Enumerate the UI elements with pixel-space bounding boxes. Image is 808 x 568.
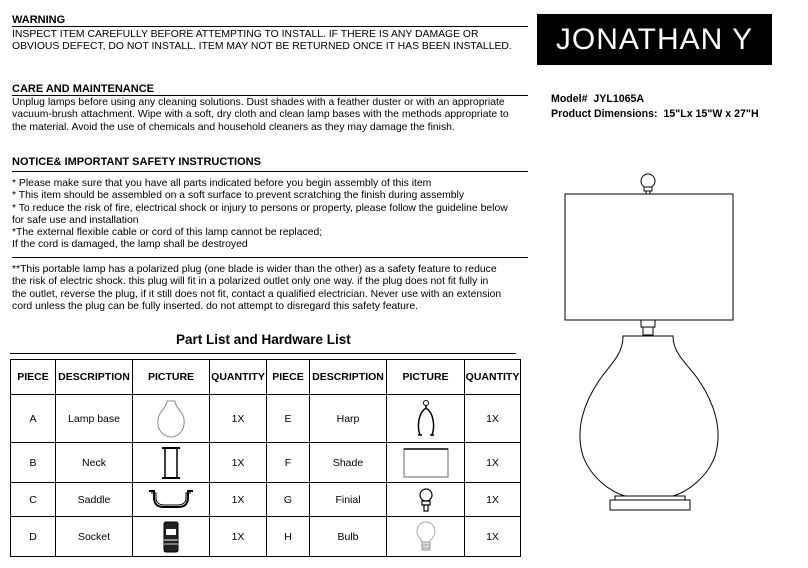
care-line: Unplug lamps before using any cleaning solutions. Dust shades with a feather duster or with an appropriate <box>12 97 505 108</box>
piece-cell: C <box>11 483 56 517</box>
dimensions-label: Product Dimensions: <box>551 108 658 120</box>
description-cell: Harp <box>310 395 387 443</box>
header-piece: PIECE <box>267 360 310 395</box>
warning-line: OBVIOUS DEFECT, DO NOT INSTALL. ITEM MAY NOT BE RETURNED ONCE IT HAS BEEN INSTALLED. <box>12 41 512 53</box>
care-line: vacuum-brush attachment. Wipe with a soft, dry cloth and clean lamp bases with the methods appropriate to <box>12 109 509 121</box>
notice-divider <box>12 257 528 258</box>
piece-cell: B <box>11 443 56 483</box>
notice-line: If the cord is damaged, the lamp shall be destroyed <box>12 239 248 251</box>
parts-table <box>10 359 521 557</box>
model-row <box>551 92 759 107</box>
lamp-illustration <box>555 170 755 520</box>
notice-text <box>12 178 508 252</box>
quantity-cell: 1X <box>465 517 521 557</box>
piece-cell: G <box>267 483 310 517</box>
model-label: Model# <box>551 93 588 105</box>
socket-icon <box>160 520 182 554</box>
product-info <box>551 92 759 122</box>
piece-cell: F <box>267 443 310 483</box>
warning-text <box>12 29 512 54</box>
quantity-cell: 1X <box>465 483 521 517</box>
picture-cell <box>133 517 210 557</box>
plug-line: cord unless the plug can be fully inserted. do not attempt to disregard this safety feature. <box>12 300 419 312</box>
care-text <box>12 97 509 134</box>
piece-cell: H <box>267 517 310 557</box>
header-piece: PIECE <box>11 360 56 395</box>
header-quantity: QUANTITY <box>465 360 521 395</box>
brand-logo: JONATHAN Y <box>537 14 772 65</box>
plug-line: **This portable lamp has a polarized plug (one blade is wider than the other) as a safety feature to reduce <box>12 264 497 275</box>
lamp-base-icon <box>156 399 186 439</box>
picture-cell <box>133 483 210 517</box>
quantity-cell: 1X <box>465 443 521 483</box>
notice-line: for safe use and installation <box>12 214 139 226</box>
piece-cell: A <box>11 395 56 443</box>
model-value: JYL1065A <box>593 93 645 105</box>
lamp-foot <box>610 500 690 510</box>
description-cell: Finial <box>310 483 387 517</box>
warning-heading: WARNING <box>12 14 66 26</box>
header-picture: PICTURE <box>133 360 210 395</box>
table-header-row <box>11 360 521 395</box>
finial-ball <box>641 174 655 188</box>
header-quantity: QUANTITY <box>210 360 267 395</box>
description-cell: Bulb <box>310 517 387 557</box>
warning-line: INSPECT ITEM CAREFULLY BEFORE ATTEMPTING TO INSTALL. IF THERE IS ANY DAMAGE OR <box>12 29 479 40</box>
notice-rule <box>12 171 528 172</box>
header-description: DESCRIPTION <box>310 360 387 395</box>
finial-icon <box>416 487 436 513</box>
piece-cell: E <box>267 395 310 443</box>
picture-cell <box>387 517 465 557</box>
quantity-cell: 1X <box>210 395 267 443</box>
neck-icon <box>159 446 183 480</box>
description-cell: Saddle <box>56 483 133 517</box>
quantity-cell: 1X <box>210 517 267 557</box>
picture-cell <box>133 395 210 443</box>
shade-icon <box>402 446 450 480</box>
lamp-body <box>580 336 718 496</box>
care-heading: CARE AND MAINTENANCE <box>12 83 154 95</box>
description-cell: Neck <box>56 443 133 483</box>
shade-outline <box>565 194 733 320</box>
description-cell: Shade <box>310 443 387 483</box>
table-row <box>11 517 521 557</box>
piece-cell: D <box>11 517 56 557</box>
parts-title: Part List and Hardware List <box>176 332 351 347</box>
dimensions-row <box>551 107 759 122</box>
table-row <box>11 483 521 517</box>
description-cell: Socket <box>56 517 133 557</box>
care-line: the material. Avoid the use of chemicals and household cleaners as they may damage the finish. <box>12 121 455 133</box>
care-rule <box>12 95 528 96</box>
notice-line: *The external flexible cable or cord of this lamp cannot be replaced; <box>12 227 323 239</box>
table-row <box>11 395 521 443</box>
plug-text <box>12 264 501 313</box>
dimensions-value: 15"Lx 15"W x 27"H <box>663 108 759 120</box>
picture-cell <box>387 395 465 443</box>
picture-cell <box>387 443 465 483</box>
picture-cell <box>387 483 465 517</box>
parts-rule <box>10 353 516 354</box>
warning-rule <box>12 26 528 27</box>
notice-line: * Please make sure that you have all parts indicated before you begin assembly of this item <box>12 178 432 189</box>
saddle-icon <box>146 487 196 513</box>
harp-icon <box>414 399 438 439</box>
bulb-icon <box>415 520 437 554</box>
header-description: DESCRIPTION <box>56 360 133 395</box>
notice-heading: NOTICE& IMPORTANT SAFETY INSTRUCTIONS <box>12 156 261 168</box>
notice-line: * To reduce the risk of fire, electrical shock or injury to persons or property, please follow the guideline below <box>12 202 508 214</box>
header-picture: PICTURE <box>387 360 465 395</box>
table-row <box>11 443 521 483</box>
quantity-cell: 1X <box>210 483 267 517</box>
quantity-cell: 1X <box>210 443 267 483</box>
quantity-cell: 1X <box>465 395 521 443</box>
plug-line: the risk of electric shock. this plug will fit in a polarized outlet only one way. if the plug does not fit fully in <box>12 276 489 288</box>
description-cell: Lamp base <box>56 395 133 443</box>
picture-cell <box>133 443 210 483</box>
notice-line: * This item should be assembled on a soft surface to prevent scratching the finish during assembly <box>12 190 465 202</box>
plug-line: the outlet, reverse the plug, if it still does not fit, contact a qualified electrician. Never use with an extension <box>12 288 502 300</box>
